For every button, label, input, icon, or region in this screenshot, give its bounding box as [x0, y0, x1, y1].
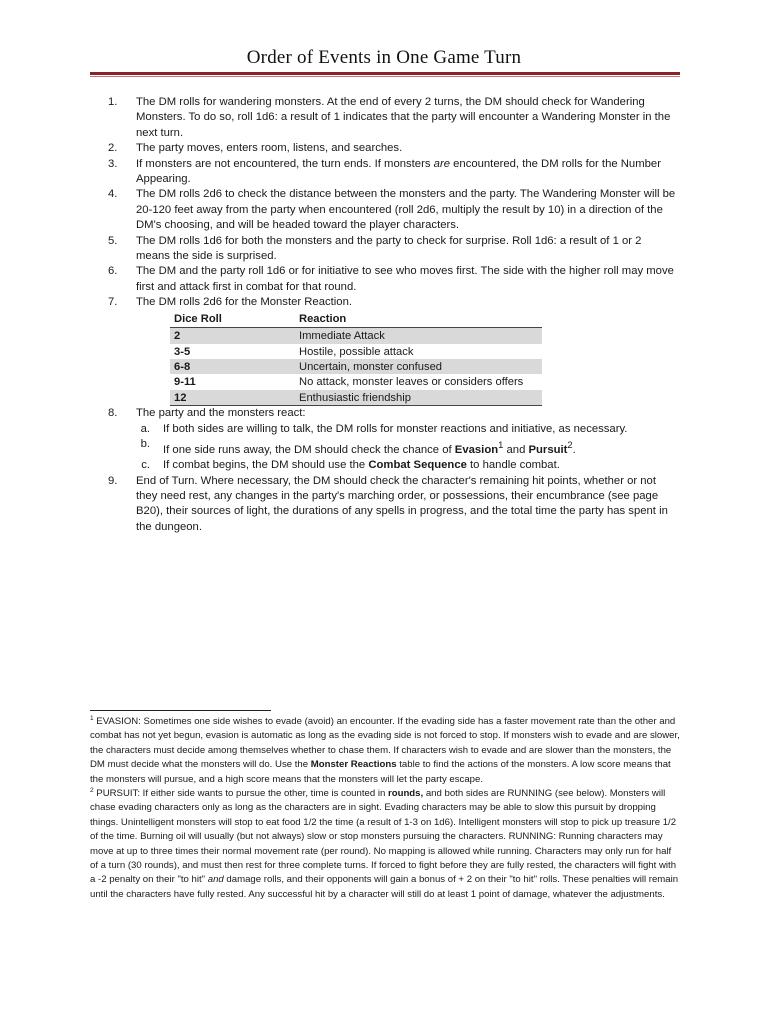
reaction-cell: Uncertain, monster confused [295, 359, 542, 374]
dice-roll-cell: 9-11 [174, 376, 196, 389]
table-row [170, 359, 542, 374]
footnote-divider [90, 710, 271, 711]
list-item [108, 141, 678, 156]
monster-reaction-table [170, 311, 542, 406]
column-header: Dice Roll [170, 311, 295, 328]
list-item [108, 295, 678, 310]
substep-text: If combat begins, the DM should use the Combat Sequence to handle combat. [163, 459, 560, 472]
footnote-ref: 1 [498, 438, 504, 450]
reaction-cell: Immediate Attack [295, 328, 542, 344]
step-text: End of Turn. Where necessary, the DM should check the character's remaining hit points, whether or not they need rest, any changes in the party's marching order, or possessions, their encumbrance (see page B20), their sources of light, the durations of any spells in progress, and the total time the party has spent in the dungeon. [136, 474, 668, 533]
step-text: The DM rolls 1d6 for both the monsters and the party to check for surprise. Roll 1d6: a result of 1 or 2 means the side is surprised. [136, 234, 642, 263]
reaction-cell: Hostile, possible attack [299, 345, 414, 358]
dice-roll-cell: 12 [170, 390, 295, 406]
substep-letter: b. [140, 437, 150, 450]
dice-roll-cell: 3-5 [174, 345, 191, 358]
table-row [170, 390, 542, 406]
step-number: 5. [108, 234, 118, 247]
list-item [108, 264, 678, 295]
table-row [170, 344, 542, 359]
steps-list [108, 95, 678, 535]
footnotes [90, 715, 680, 902]
step-text: The DM rolls for wandering monsters. At the end of every 2 turns, the DM should check for Wandering Monsters. To do so, roll 1d6: a result of 1 indicates that the party will encounter a Wandering Monster in the next turn. [136, 96, 671, 139]
step-number: 1. [108, 96, 118, 108]
step-number: 6. [108, 265, 118, 278]
table-row [170, 374, 542, 389]
list-item [108, 234, 678, 265]
step-text: If monsters are not encountered, the turn ends. If monsters are encountered, the DM rolls for the Number Appearing. [136, 157, 661, 186]
substep-text: If one side runs away, the DM should check the chance of Evasion$^1$ and Pursuit$^2$. [163, 438, 576, 456]
step-text: The DM rolls 2d6 for the Monster Reaction. [136, 296, 352, 309]
table-header-row [170, 311, 542, 328]
title-divider [90, 72, 680, 77]
step-text: The party moves, enters room, listens, and searches. [136, 142, 403, 155]
dice-roll-cell: 2 [170, 328, 295, 344]
footnote-marker: 2 [90, 787, 94, 795]
step-number: 9. [108, 474, 118, 487]
substep-text: If both sides are willing to talk, the DM rolls for monster reactions and initiative, as necessary. [163, 422, 628, 435]
footnote-ref: 2 [567, 438, 573, 450]
sub-list-item [108, 437, 678, 458]
list-item [108, 406, 678, 421]
step-number: 2. [108, 142, 118, 155]
step-number: 7. [108, 296, 118, 309]
list-item [108, 187, 678, 233]
table-row [170, 328, 542, 344]
footnote-marker: 1 [90, 715, 94, 722]
sub-list-item [108, 422, 678, 437]
combat-sequence-term: Combat Sequence [368, 459, 467, 472]
step-text: The DM rolls 2d6 to check the distance between the monsters and the party. The Wandering Monster will be 20-120 feet away from the party when encountered (roll 2d6, multiply the result by 10) in a direction of the DM's choosing, and will be headed toward the player characters. [136, 188, 676, 232]
step-number: 8. [108, 407, 118, 420]
step-text: The party and the monsters react: [136, 407, 306, 420]
column-header: Reaction [295, 311, 542, 328]
footnote-pursuit: $^2$ PURSUIT: If either side wants to pursue the other, time is counted in rounds, and both sides are RUNNING (see below). Monsters will chase evading characters only as long as the characters are in sight. Evading characters may be able to slow this pursuit by dropping things. Unintelligent monsters will stop to eat food 1/2 the time (a result of 1-3 on 1d6). Intelligent monsters will stop to pick up treasure 1/2 of the time. Burning oil will usually (but not always) slow or stop monsters pursuing the characters. RUNNING: Running characters may move at up to three times their normal movement rate (per round). No mapping is allowed while running. Characters may only run for half of a turn (30 rounds), and must then rest for three complete turns. If forced to fight before they are fully rested, the characters will fight with a -2 penalty on their "to hit" and damage rolls, and their opponents will gain a bonus of + 2 on their "to hit" rolls. These penalties will remain until the characters have fully rested. Any successful hit by a character will still do at least 1 point of damage, whatever the adjustments. [90, 787, 679, 900]
dice-roll-cell: 6-8 [170, 359, 295, 374]
reaction-cell: Enthusiastic friendship [295, 390, 542, 406]
page-title: Order of Events in One Game Turn [246, 47, 522, 68]
substeps-list [108, 422, 678, 474]
step-number: 3. [108, 157, 118, 170]
sub-list-item [108, 458, 678, 473]
list-item [108, 95, 678, 141]
pursuit-term: Pursuit [528, 443, 568, 456]
list-item [108, 474, 678, 536]
substep-letter: c. [141, 459, 150, 472]
step-text: The DM and the party roll 1d6 or for initiative to see who moves first. The side with the higher roll may move first and attack first in combat for that round. [136, 265, 674, 293]
evasion-term: Evasion [454, 443, 499, 456]
step-number: 4. [108, 188, 118, 201]
substep-letter: a. [140, 422, 150, 435]
reaction-cell: No attack, monster leaves or considers offers [299, 376, 524, 389]
list-item [108, 157, 678, 188]
footnote-evasion: $^1$ EVASION: Sometimes one side wishes to evade (avoid) an encounter. If the evading side has a faster movement rate than the other and combat has not yet begun, evasion is automatic as long as the evading side is not forced to stop. If monsters wish to evade and are slower, the characters must decide among themselves whether to chase them. If characters wish to evade and are slower than the monsters, the DM must decide what the monsters will do. Use the Monster Reactions table to find the actions of the monsters. A low score means that the monsters will pursue, and a high score means that the monsters will let the party escape. [90, 715, 680, 785]
